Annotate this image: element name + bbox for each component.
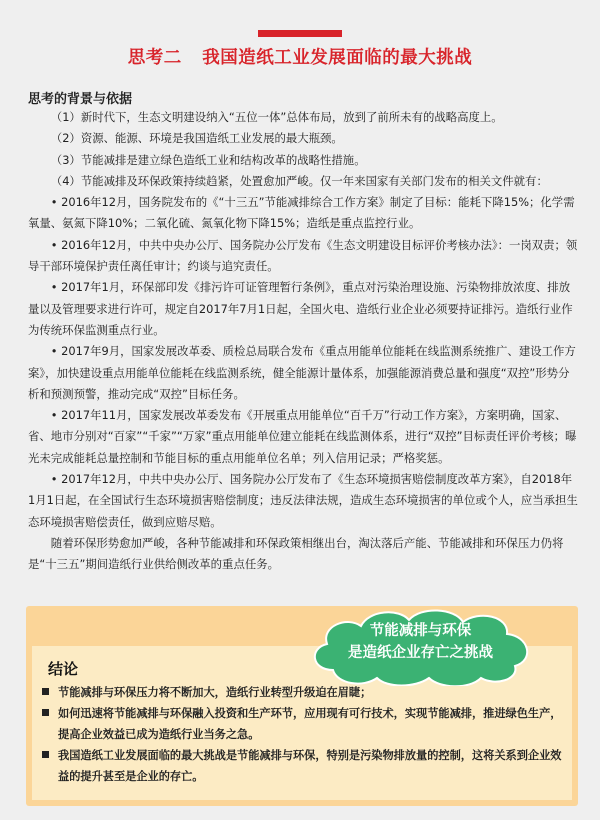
bullet-2016-12-energy-plan: • 2016年12月，国务院发布的《“十三五”节能减排综合工作方案》制定了目标：能耗下降15%；化学需氧量、氨氮下降10%；二氧化硫、氮氧化物下降15%；造纸是重点监控行业。 — [28, 195, 575, 231]
paragraph-3: （3）节能减排是建立绿色造纸工业和结构改革的战略性措施。 — [50, 152, 366, 167]
bullet-2017-12-compensation: • 2017年12月，中共中央办公厅、国务院办公厅发布了《生态环境损害赔偿制度改革方案》，自2018年1月1日起，在全国试行生态环境损害赔偿制度；违反法律法规，造成生态环境损害的单位或个人，应当承担生态环境损害赔偿责任，做到应赔尽赔。 — [28, 472, 578, 529]
bullet-2017-11-action-plan: • 2017年11月，国家发展改革委发布《开展重点用能单位“百千万”行动工作方案》，方案明确，国家、省、地市分别对“百家”“千家”“万家”重点用能单位建立能耗在线监测体系，进行“双控”目标责任评价考核；曝光未完成能耗总量控制和节能目标的重点用能单位名单；列入信用记录；严格奖惩。 — [28, 408, 577, 465]
square-bullet-icon — [42, 709, 49, 716]
background-heading: 思考的背景与依据 — [28, 92, 133, 107]
conclusion-list — [42, 682, 562, 787]
conclusion-item-text: 我国造纸工业发展面临的最大挑战是节能减排与环保，特别是污染物排放量的控制，这将关系到企业效益的提升甚至是企业的存亡。 — [58, 749, 562, 783]
paragraph-2: （2）资源、能源、环境是我国造纸工业发展的最大瓶颈。 — [50, 131, 343, 146]
cloud-line-2: 是造纸企业存亡之挑战 — [348, 645, 493, 661]
bullet-2016-12-eco-evaluation: • 2016年12月，中共中央办公厅、国务院办公厅发布《生态文明建设目标评价考核办法》：一岗双责；领导干部环境保护责任离任审计；约谈与追究责任。 — [28, 237, 578, 274]
conclusion-item — [42, 745, 562, 787]
conclusion-item-text: 如何迅速将节能减排与环保融入投资和生产环节，应用现有可行技术，实现节能减排，推进绿色生产，提高企业效益已成为造纸行业当务之急。 — [58, 707, 562, 741]
paragraph-4: （4）节能减排及环保政策持续趋紧，处置愈加严峻。仅一年来国家有关部门发布的相关文件就有： — [50, 173, 548, 188]
page-title — [0, 44, 600, 69]
cloud-callout-text — [303, 620, 538, 664]
conclusion-item-text: 节能减排与环保压力将不断加大，造纸行业转型升级迫在眉睫； — [58, 686, 372, 699]
square-bullet-icon — [42, 688, 49, 695]
paragraph-1: （1）新时代下，生态文明建设纳入“五位一体”总体布局，放到了前所未有的战略高度上。 — [50, 110, 503, 124]
closing-paragraph: 随着环保形势愈加严峻，各种节能减排和环保政策相继出台，淘汰落后产能、节能减排和环保压力仍将是“十三五”期间造纸行业供给侧改革的重点任务。 — [28, 535, 564, 572]
title-part-text: 我国造纸工业发展面临的最大挑战 — [202, 48, 473, 68]
bullet-2017-01-permit: • 2017年1月，环保部印发《排污许可证管理暂行条例》，重点对污染治理设施、污染物排放浓度、排放量以及管理要求进行许可，规定自2017年7月1日起，全国火电、造纸行业企业必须要持证排污。造纸行业作为传统环保监测重点行业。 — [28, 280, 573, 337]
square-bullet-icon — [42, 751, 49, 758]
title-accent-bar — [258, 30, 342, 37]
conclusion-heading: 结论 — [48, 660, 79, 678]
title-part-number: 思考二 — [127, 48, 182, 68]
background-content — [28, 107, 578, 576]
bullet-2017-09-monitoring: • 2017年9月，国家发展改革委、质检总局联合发布《重点用能单位能耗在线监测系统推广、建设工作方案》，加快建设重点用能单位能耗在线监测系统，健全能源计量体系，加强能源消费总量和强度“双控”形势分析和预测预警，推动完成“双控”目标任务。 — [28, 344, 576, 401]
cloud-line-1: 节能减排与环保 — [369, 623, 472, 639]
conclusion-item — [42, 703, 562, 745]
